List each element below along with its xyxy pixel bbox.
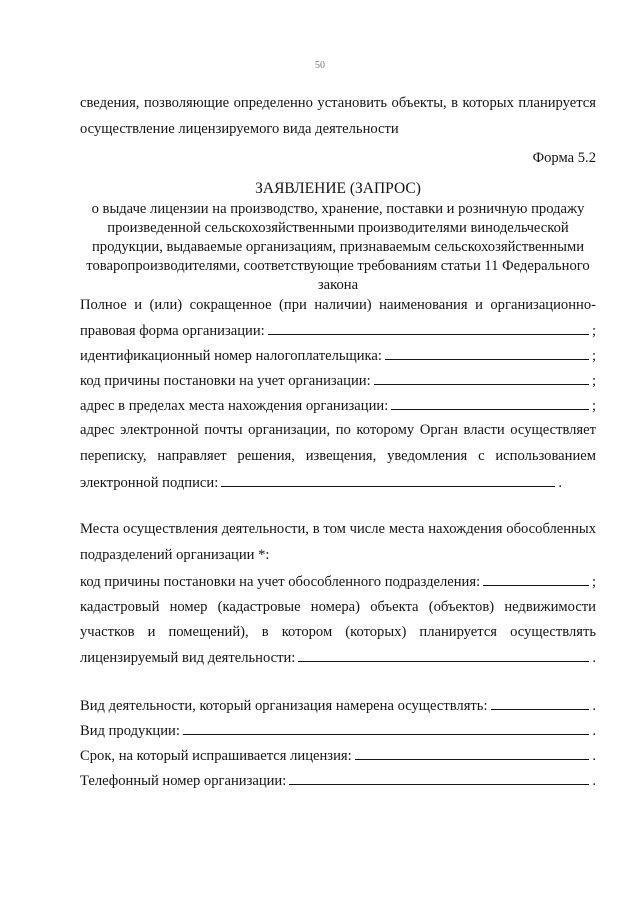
phone-input[interactable] xyxy=(289,772,589,785)
org-name-field-row xyxy=(80,322,596,340)
inn-input[interactable] xyxy=(385,347,589,360)
product-label: Вид продукции: xyxy=(80,723,180,739)
semicolon: ; xyxy=(591,323,596,339)
cadastral-row xyxy=(80,649,596,667)
places-label-2: подразделений организации *: xyxy=(80,547,270,563)
product-input[interactable] xyxy=(183,722,589,735)
term-label: Срок, на который испрашивается лицензия: xyxy=(80,748,352,764)
address-label: адрес в пределах места нахождения организации: xyxy=(80,398,389,414)
inn-label: идентификационный номер налогоплательщика: xyxy=(80,348,382,364)
org-form-label: правовая форма организации: xyxy=(80,323,265,339)
period: . xyxy=(592,773,596,789)
inn-row xyxy=(80,347,596,365)
term-row xyxy=(80,747,596,765)
cadastral-label-2: участков и помещений), в котором (которых) планируется осуществлять xyxy=(80,624,596,640)
activity-input[interactable] xyxy=(491,697,590,710)
period: . xyxy=(592,698,596,714)
branch-kpp-row xyxy=(80,573,596,591)
email-label-1: адрес электронной почты организации, по которому Орган власти осуществляет xyxy=(80,422,596,438)
org-name-input[interactable] xyxy=(268,322,589,335)
branch-kpp-input[interactable] xyxy=(483,573,589,586)
product-row xyxy=(80,722,596,740)
period: . xyxy=(558,475,562,491)
subtitle-line-3: продукции, выдаваемые организациям, признаваемым сельскохозяйственными xyxy=(91,239,585,255)
org-name-label: Полное и (или) сокращенное (при наличии) наименования и организационно- xyxy=(80,297,596,313)
page-number: 50 xyxy=(315,60,325,71)
branch-kpp-label: код причины постановки на учет обособленного подразделения: xyxy=(80,574,481,590)
kpp-input[interactable] xyxy=(374,372,589,385)
period: . xyxy=(592,650,596,666)
activity-label: Вид деятельности, который организация намерена осуществлять: xyxy=(80,698,488,714)
term-input[interactable] xyxy=(355,747,590,760)
intro-line-1: сведения, позволяющие определенно установить объекты, в которых планируется xyxy=(80,95,596,111)
period: . xyxy=(592,723,596,739)
kpp-label: код причины постановки на учет организации: xyxy=(80,373,371,389)
email-row xyxy=(80,474,562,492)
activity-row xyxy=(80,697,596,715)
email-label-3: электронной подписи: xyxy=(80,475,219,491)
address-row xyxy=(80,397,596,415)
cadastral-label-3: лицензируемый вид деятельности: xyxy=(80,650,296,666)
places-label-1: Места осуществления деятельности, в том числе места нахождения обособленных xyxy=(80,521,596,537)
email-input[interactable] xyxy=(221,474,555,487)
form-title: ЗАЯВЛЕНИЕ (ЗАПРОС) xyxy=(255,180,421,197)
semicolon: ; xyxy=(591,574,596,590)
semicolon: ; xyxy=(591,348,596,364)
subtitle-line-4: товаропроизводителями, соответствующие требованиям статьи 11 Федерального xyxy=(86,258,590,274)
subtitle-line-5: закона xyxy=(317,277,359,293)
email-label-2: переписку, направляет решения, извещения, уведомления с использованием xyxy=(80,448,596,464)
period: . xyxy=(592,748,596,764)
semicolon: ; xyxy=(591,373,596,389)
cadastral-label-1: кадастровый номер (кадастровые номера) объекта (объектов) недвижимости xyxy=(80,599,596,615)
phone-label: Телефонный номер организации: xyxy=(80,773,287,789)
cadastral-input[interactable] xyxy=(298,649,589,662)
intro-line-2: осуществление лицензируемого вида деятельности xyxy=(80,121,399,137)
semicolon: ; xyxy=(591,398,596,414)
form-label: Форма 5.2 xyxy=(532,150,596,166)
subtitle-line-1: о выдаче лицензии на производство, хранение, поставки и розничную продажу xyxy=(91,201,585,217)
kpp-row xyxy=(80,372,596,390)
subtitle-line-2: произведенной сельскохозяйственными производителями винодельческой xyxy=(107,220,569,236)
address-input[interactable] xyxy=(391,397,589,410)
phone-row xyxy=(80,772,596,790)
